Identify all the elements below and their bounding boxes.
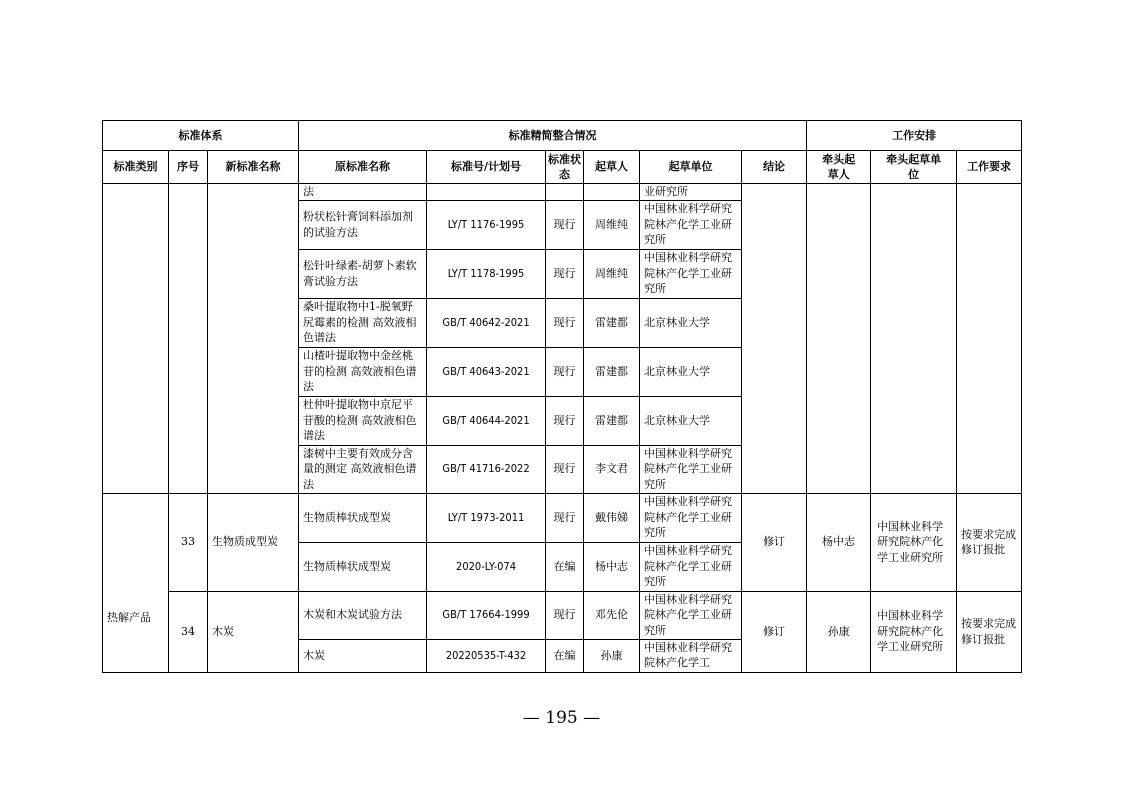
orig-name-cell: 木炭 [299,639,427,672]
orig-name-cell: 杜仲叶提取物中京尼平苷酸的检测 高效液相色谱法 [299,396,427,445]
unit-cell: 中国林业科学研究院林产化学工业研究所 [640,542,742,591]
unit-cell: 中国林业科学研究院林产化学工业研究所 [640,249,742,298]
status-cell: 现行 [546,396,584,445]
orig-name-cell: 漆树中主要有效成分含量的测定 高效液相色谱法 [299,445,427,493]
unit-cell: 北京林业大学 [640,396,742,445]
conclusion-cell-empty [742,184,807,494]
lead-unit-cell-empty [871,184,957,494]
status-cell: 现行 [546,591,584,639]
unit-cell: 中国林业科学研究院林产化学工 [640,639,742,672]
unit-cell: 中国林业科学研究院林产化学工业研究所 [640,445,742,493]
requirement-cell: 按要求完成修订报批 [957,591,1022,672]
orig-name-cell: 生物质棒状成型炭 [299,493,427,542]
table-row [103,184,1022,201]
status-cell: 现行 [546,200,584,249]
std-no-cell [427,184,546,201]
status-cell: 现行 [546,298,584,347]
std-no-cell: GB/T 40642-2021 [427,298,546,347]
new-name-cell-empty [208,184,299,494]
orig-name-cell: 木炭和木炭试验方法 [299,591,427,639]
unit-cell: 业研究所 [640,184,742,201]
status-cell: 现行 [546,493,584,542]
table-row [103,493,1022,542]
status-cell: 在编 [546,542,584,591]
header-category: 标准类别 [103,151,169,184]
std-no-cell: LY/T 1176-1995 [427,200,546,249]
lead-unit-cell: 中国林业科学研究院林产化学工业研究所 [871,591,957,672]
std-no-cell: LY/T 1178-1995 [427,249,546,298]
status-cell: 在编 [546,639,584,672]
drafter-cell: 李文君 [584,445,640,493]
drafter-cell [584,184,640,201]
drafter-cell: 雷建都 [584,298,640,347]
header-group-row [103,121,1022,151]
conclusion-cell: 修订 [742,591,807,672]
orig-name-cell: 生物质棒状成型炭 [299,542,427,591]
header-seq: 序号 [169,151,208,184]
lead-unit-cell: 中国林业科学研究院林产化学工业研究所 [871,493,957,591]
drafter-cell: 邓先伦 [584,591,640,639]
lead-drafter-cell: 孙康 [807,591,871,672]
new-name-cell: 生物质成型炭 [208,493,299,591]
orig-name-cell: 桑叶提取物中1-脱氧野尻霉素的检测 高效液相色谱法 [299,298,427,347]
drafter-cell: 雷建都 [584,347,640,396]
header-std-no: 标准号/计划号 [427,151,546,184]
seq-cell: 33 [169,493,208,591]
requirement-cell: 按要求完成修订报批 [957,493,1022,591]
drafter-cell: 戴伟娣 [584,493,640,542]
new-name-cell: 木炭 [208,591,299,672]
std-no-cell: GB/T 41716-2022 [427,445,546,493]
unit-cell: 北京林业大学 [640,298,742,347]
std-no-cell: 2020-LY-074 [427,542,546,591]
std-no-cell: 20220535-T-432 [427,639,546,672]
drafter-cell: 孙康 [584,639,640,672]
status-cell: 现行 [546,347,584,396]
conclusion-cell: 修订 [742,493,807,591]
header-lead-unit: 牵头起草单位 [871,151,957,184]
std-no-cell: GB/T 40643-2021 [427,347,546,396]
status-cell: 现行 [546,249,584,298]
category-cell-empty [103,184,169,494]
orig-name-cell: 法 [299,184,427,201]
drafter-cell: 周维纯 [584,200,640,249]
category-cell: 热解产品 [103,493,169,672]
header-unit: 起草单位 [640,151,742,184]
unit-cell: 中国林业科学研究院林产化学工业研究所 [640,493,742,542]
header-drafter: 起草人 [584,151,640,184]
status-cell: 现行 [546,445,584,493]
lead-drafter-cell-empty [807,184,871,494]
header-work-arrangement: 工作安排 [807,121,1022,151]
standards-table [102,120,1022,673]
header-status: 标准状态 [546,151,584,184]
seq-cell-empty [169,184,208,494]
drafter-cell: 雷建都 [584,396,640,445]
orig-name-cell: 山楂叶提取物中金丝桃苷的检测 高效液相色谱法 [299,347,427,396]
header-column-row [103,151,1022,184]
requirement-cell-empty [957,184,1022,494]
drafter-cell: 周维纯 [584,249,640,298]
header-standard-system: 标准体系 [103,121,299,151]
drafter-cell: 杨中志 [584,542,640,591]
orig-name-cell: 粉状松针膏饲料添加剂的试验方法 [299,200,427,249]
header-consolidation: 标准精简整合情况 [299,121,807,151]
orig-name-cell: 松针叶绿素-胡萝卜素软膏试验方法 [299,249,427,298]
header-orig-name: 原标准名称 [299,151,427,184]
status-cell [546,184,584,201]
header-requirement: 工作要求 [957,151,1022,184]
header-lead-drafter: 牵头起草人 [807,151,871,184]
std-no-cell: GB/T 40644-2021 [427,396,546,445]
unit-cell: 中国林业科学研究院林产化学工业研究所 [640,591,742,639]
lead-drafter-cell: 杨中志 [807,493,871,591]
std-no-cell: GB/T 17664-1999 [427,591,546,639]
table-row [103,591,1022,639]
unit-cell: 北京林业大学 [640,347,742,396]
unit-cell: 中国林业科学研究院林产化学工业研究所 [640,200,742,249]
std-no-cell: LY/T 1973-2011 [427,493,546,542]
header-conclusion: 结论 [742,151,807,184]
seq-cell: 34 [169,591,208,672]
header-new-name: 新标准名称 [208,151,299,184]
page-number: — 195 — [522,708,601,728]
